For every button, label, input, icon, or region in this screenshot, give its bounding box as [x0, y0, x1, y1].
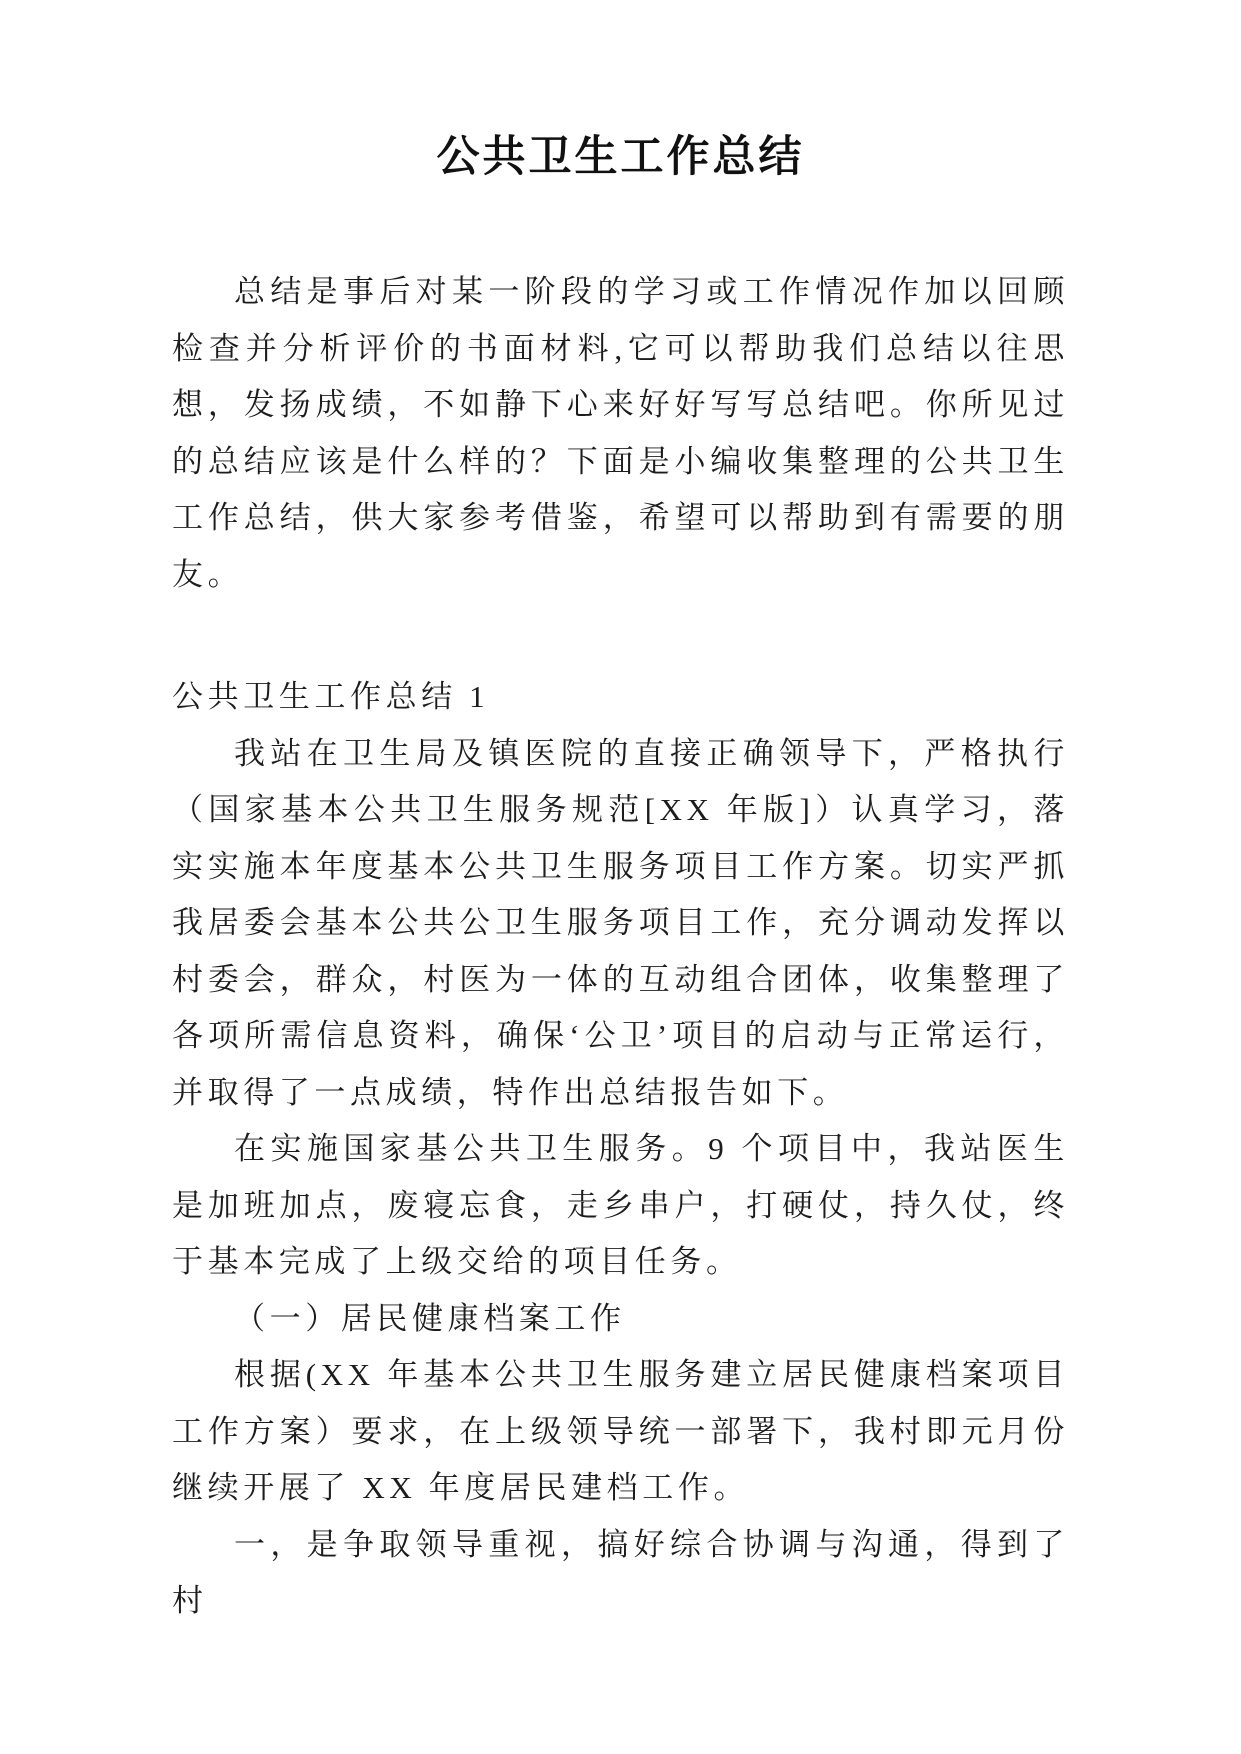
section-paragraph: 在实施国家基公共卫生服务。9 个项目中，我站医生是加班加点，废寝忘食，走乡串户，打硬仗，持久仗，终于基本完成了上级交给的项目任务。 [172, 1131, 1069, 1279]
document-title: 公共卫生工作总结 [436, 134, 805, 181]
section-paragraph: （一）居民健康档案工作 [234, 1300, 626, 1336]
section-paragraph: 我站在卫生局及镇医院的直接正确领导下，严格执行（国家基本公共卫生服务规范[XX 年版]）认真学习，落实实施本年度基本公共卫生服务项目工作方案。切实严抓我居委会基本公共公卫生服务项目工作，充分调动发挥以村委会，群众，村医为一体的互动组合团体，收集整理了各项所需信息资料，确保‘公卫’项目的启动与正常运行，并取得了一点成绩，特作出总结报告如下。 [172, 735, 1069, 1110]
section-heading: 公共卫生工作总结 1 [172, 679, 490, 714]
intro-paragraph: 总结是事后对某一阶段的学习或工作情况作加以回顾检查并分析评价的书面材料,它可以帮助我们总结以往思想，发扬成绩，不如静下心来好好写写总结吧。你所见过的总结应该是什么样的？下面是小编收集整理的公共卫生工作总结，供大家参考借鉴，希望可以帮助到有需要的朋友。 [172, 274, 1069, 592]
section-paragraph: 根据(XX 年基本公共卫生服务建立居民健康档案项目工作方案）要求，在上级领导统一部署下，我村即元月份继续开展了 XX 年度居民建档工作。 [172, 1357, 1069, 1505]
section-paragraph: 一，是争取领导重视，搞好综合协调与沟通，得到了村 [172, 1526, 1069, 1618]
